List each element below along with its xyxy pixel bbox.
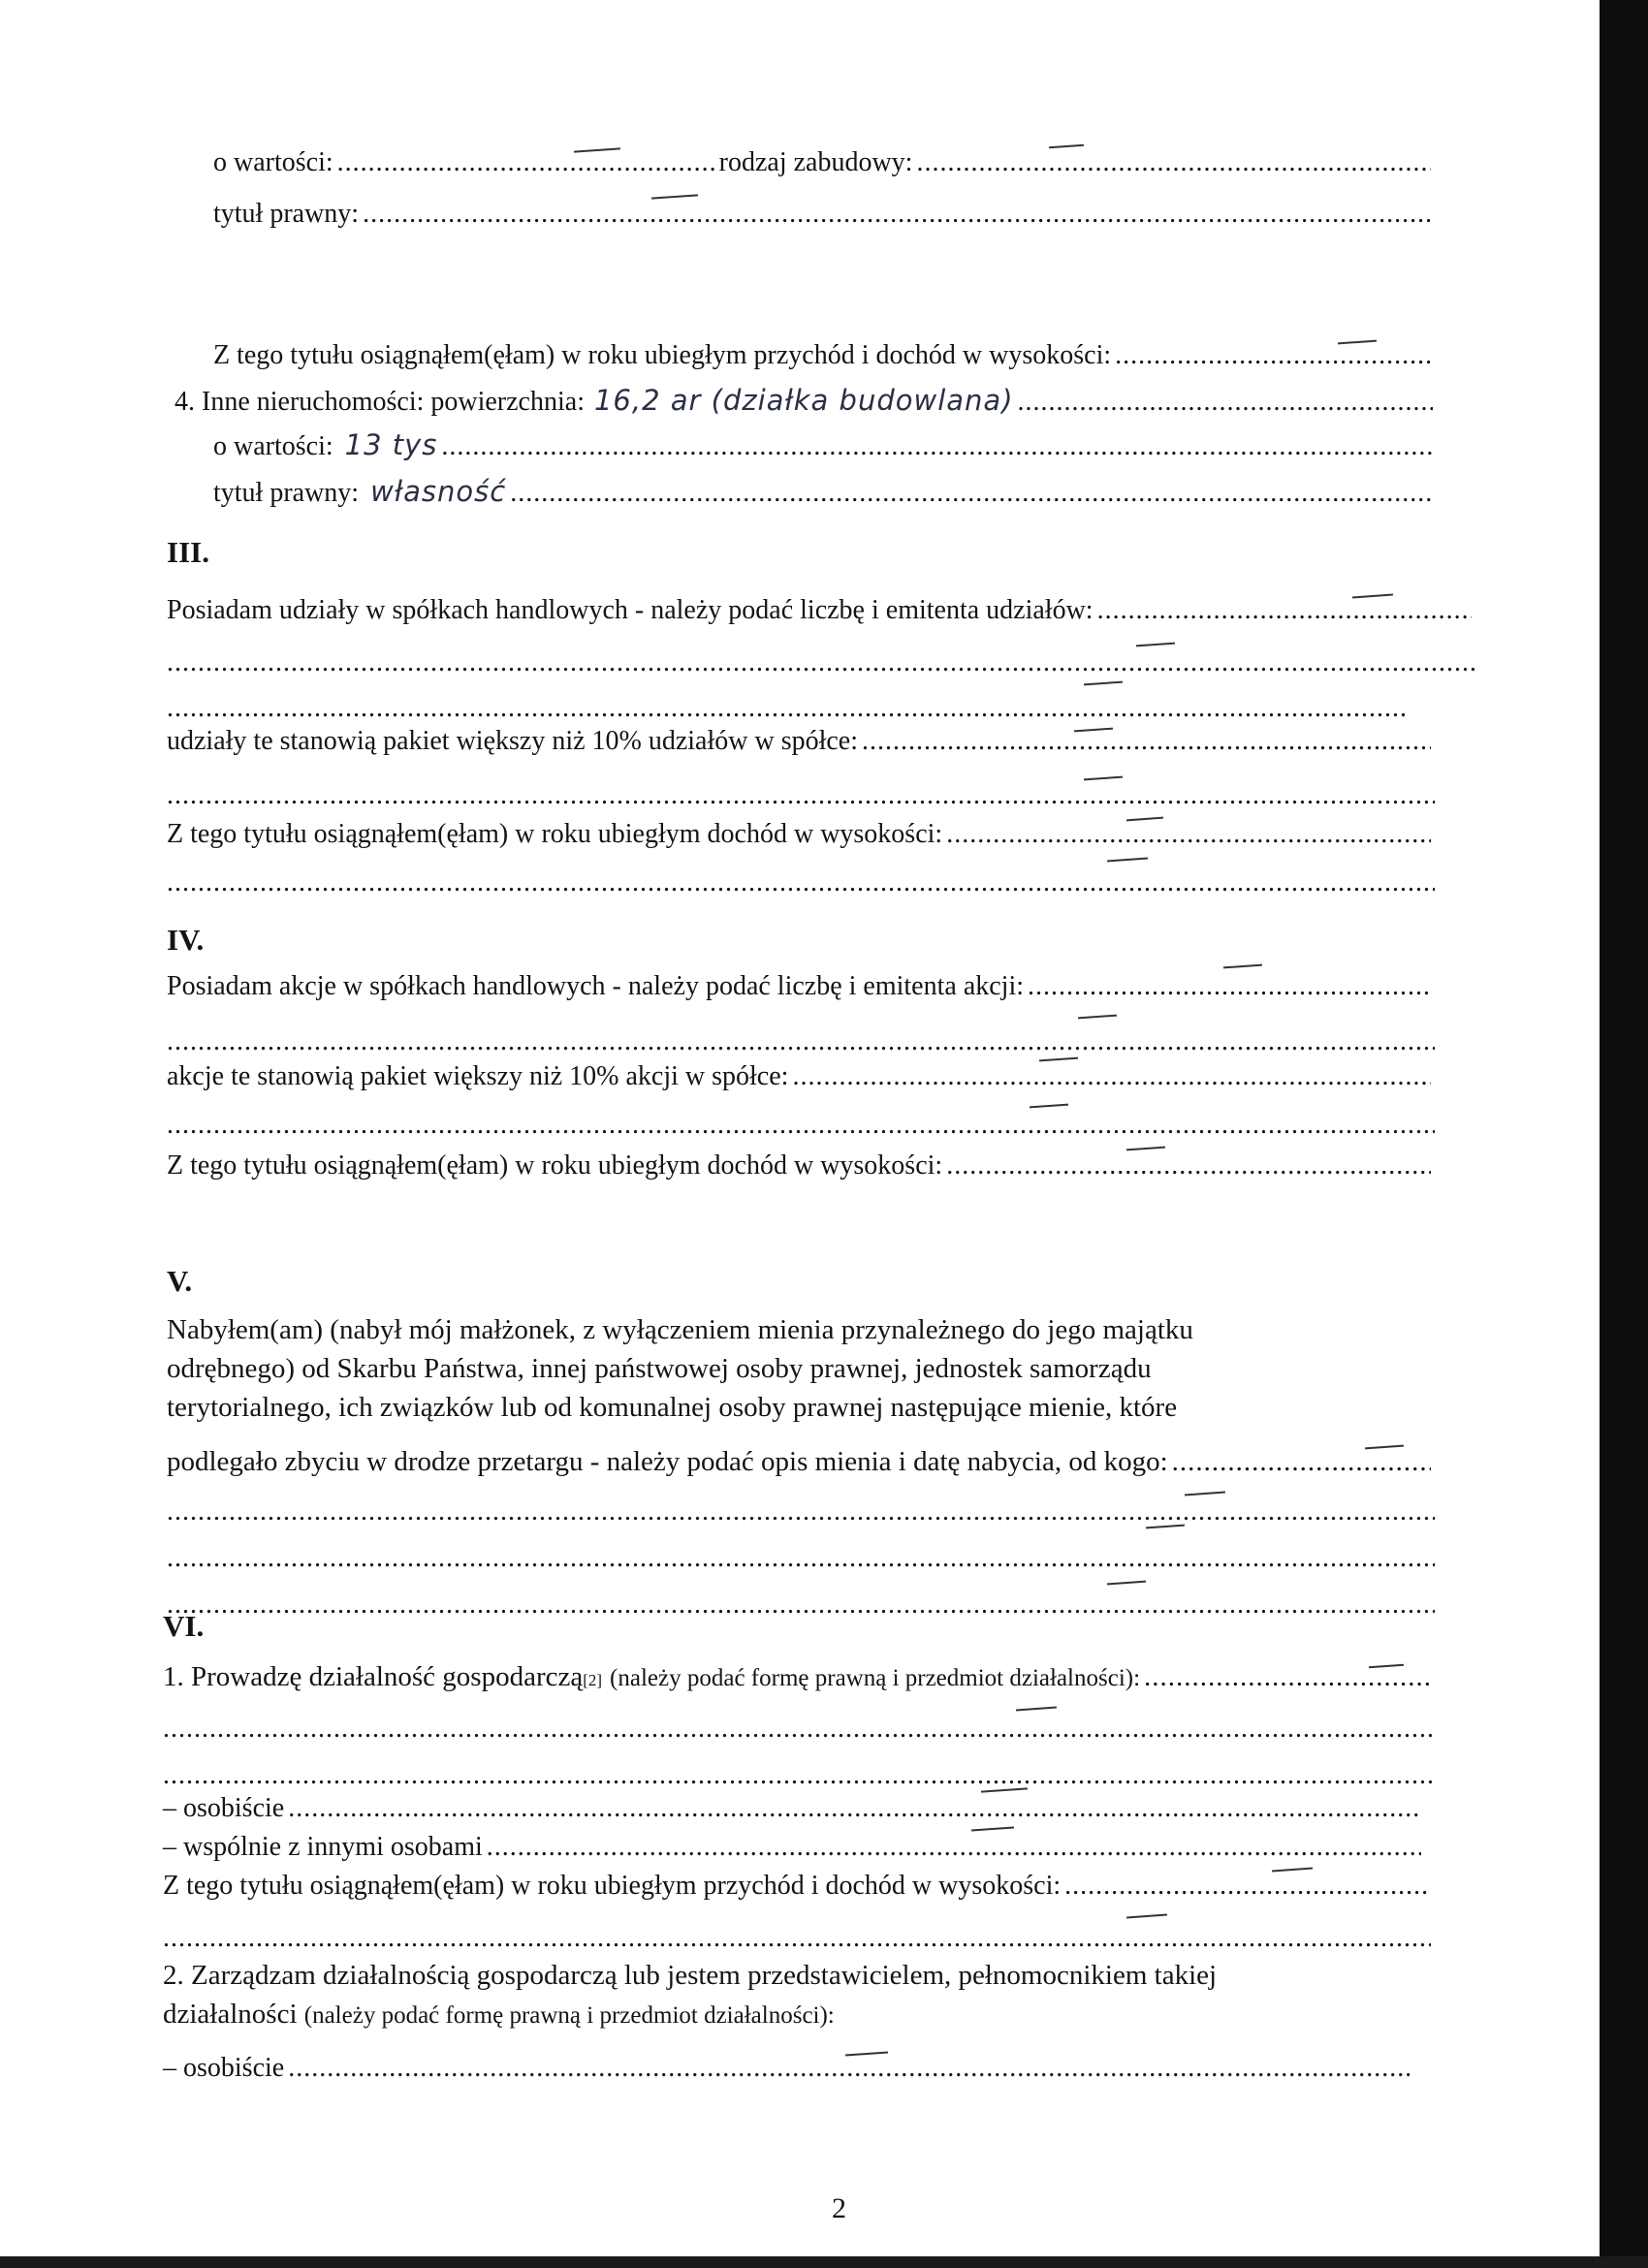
business-line	[163, 1659, 1435, 1698]
property-title-field[interactable]	[510, 476, 1433, 511]
area-field[interactable]	[1018, 385, 1433, 420]
shares-package-label: udziały te stanowią pakiet większy niż 10% udziałów w spółce:	[167, 726, 859, 756]
shares-field-continued[interactable]	[167, 691, 1408, 726]
section-heading-vi: VI.	[163, 1609, 205, 1643]
section-heading-v: V.	[167, 1264, 193, 1298]
dash-mark	[1084, 681, 1123, 686]
building-type-field[interactable]	[916, 145, 1431, 180]
acquisition-text-line: podlegało zbyciu w drodze przetargu - należy podać opis mienia i datę nabycia, od kogo:	[167, 1446, 1168, 1477]
income-label: Z tego tytułu osiągnąłem(ęłam) w roku ubiegłym przychód i dochód w wysokości:	[213, 340, 1112, 370]
business-label: 1. Prowadzę działalność gospodarczą	[163, 1661, 584, 1692]
management-text-line	[163, 1995, 1217, 2035]
shares-field-continued[interactable]	[167, 646, 1475, 680]
business-field-continued[interactable]	[163, 1758, 1435, 1793]
shares-income-field[interactable]	[946, 817, 1431, 852]
dash-mark	[1016, 1707, 1057, 1712]
property-value-label: o wartości:	[213, 431, 333, 461]
shares-income-field-continued[interactable]	[167, 866, 1435, 900]
property-title-label: tytuł prawny:	[213, 478, 360, 508]
acquisition-text-line: odrębnego) od Skarbu Państwa, innej państwowej osoby prawnej, jednostek samorządu	[167, 1353, 1152, 1384]
other-property-line	[174, 383, 1437, 420]
personal-field[interactable]	[288, 1791, 1421, 1826]
stocks-income-field[interactable]	[946, 1149, 1431, 1183]
shares-line	[167, 593, 1475, 628]
dash-mark	[1223, 964, 1262, 969]
income-line	[213, 338, 1437, 373]
shares-income-label: Z tego tytułu osiągnąłem(ęłam) w roku ubiegłym dochód w wysokości:	[167, 819, 943, 849]
shares-income-line	[167, 817, 1435, 852]
acquisition-field[interactable]	[1172, 1444, 1431, 1479]
shares-package-line	[167, 724, 1435, 759]
value-field[interactable]	[337, 145, 715, 180]
management-text: działalności	[163, 1999, 298, 2030]
acquisition-field-continued[interactable]	[167, 1588, 1435, 1622]
acquisition-field-continued[interactable]	[167, 1541, 1435, 1576]
stocks-package-field[interactable]	[792, 1059, 1431, 1094]
business-field-continued[interactable]	[163, 1712, 1435, 1747]
dash-mark	[1126, 1914, 1167, 1919]
jointly-line	[163, 1830, 1425, 1865]
acquisition-text-line: terytorialnego, ich związków lub od komunalnej osoby prawnej następujące mienie, które	[167, 1392, 1178, 1423]
stocks-package-line	[167, 1059, 1435, 1094]
income-field[interactable]	[1115, 338, 1433, 373]
property-title-line	[213, 474, 1437, 511]
stocks-package-label: akcje te stanowią pakiet większy niż 10% akcji w spółce:	[167, 1061, 789, 1091]
business-income-field[interactable]	[1064, 1869, 1427, 1904]
acquisition-last-line	[167, 1444, 1435, 1479]
dash-mark	[1107, 858, 1148, 863]
building-type-label: rodzaj zabudowy:	[718, 147, 913, 177]
value-line	[213, 145, 1435, 180]
stocks-package-field-continued[interactable]	[167, 1108, 1435, 1143]
personal-label: – osobiście	[163, 1793, 285, 1823]
shares-package-field[interactable]	[862, 724, 1431, 759]
management-personal-field[interactable]	[288, 2051, 1410, 2086]
acquisition-field-continued[interactable]	[167, 1495, 1435, 1529]
shares-field[interactable]	[1097, 593, 1472, 628]
value-label: o wartości:	[213, 147, 333, 177]
acquisition-paragraph	[167, 1310, 1193, 1427]
business-income-line	[163, 1869, 1431, 1904]
management-paragraph	[163, 1956, 1217, 2035]
section-heading-iii: III.	[167, 535, 209, 569]
stocks-income-label: Z tego tytułu osiągnąłem(ęłam) w roku ubiegłym dochód w wysokości:	[167, 1150, 943, 1181]
personal-line	[163, 1791, 1425, 1826]
shares-package-field-continued[interactable]	[167, 778, 1435, 813]
scan-dark-edge	[1600, 0, 1648, 2268]
acquisition-text-line: Nabyłem(am) (nabył mój małżonek, z wyłączeniem mienia przynależnego do jego majątku	[167, 1314, 1193, 1345]
property-title-handwritten[interactable]: własność	[370, 475, 507, 508]
business-income-label: Z tego tytułu osiągnąłem(ęłam) w roku ubiegłym przychód i dochód w wysokości:	[163, 1871, 1062, 1901]
management-hint: (należy podać formę prawną i przedmiot działalności):	[303, 2002, 835, 2029]
dash-mark	[1078, 1015, 1117, 1020]
other-property-label: 4. Inne nieruchomości: powierzchnia:	[174, 387, 585, 417]
legal-title-field[interactable]	[363, 197, 1431, 232]
business-income-field-continued[interactable]	[163, 1921, 1431, 1956]
section-heading-iv: IV.	[167, 923, 205, 957]
footnote-ref: [2]	[583, 1671, 603, 1689]
stocks-label: Posiadam akcje w spółkach handlowych - należy podać liczbę i emitenta akcji:	[167, 971, 1025, 1001]
stocks-field-continued[interactable]	[167, 1024, 1435, 1059]
dash-mark	[1107, 1581, 1146, 1586]
stocks-field[interactable]	[1028, 969, 1431, 1004]
legal-title-label: tytuł prawny:	[213, 199, 360, 229]
property-value-line	[213, 427, 1437, 464]
business-hint: (należy podać formę prawną i przedmiot działalności):	[610, 1665, 1141, 1691]
management-personal-label: – osobiście	[163, 2053, 285, 2083]
stocks-line	[167, 969, 1435, 1004]
area-handwritten[interactable]: 16,2 ar (działka budowlana)	[593, 384, 1014, 417]
management-text-line: 2. Zarządzam działalnością gospodarczą lub jestem przedstawicielem, pełnomocnikiem takiej	[163, 1960, 1218, 1991]
property-value-field[interactable]	[441, 429, 1433, 464]
legal-title-line	[213, 197, 1435, 232]
shares-label: Posiadam udziały w spółkach handlowych - należy podać liczbę i emitenta udziałów:	[167, 595, 1093, 625]
property-value-handwritten[interactable]: 13 tys	[344, 428, 438, 461]
management-personal-line	[163, 2051, 1413, 2086]
jointly-label: – wspólnie z innymi osobami	[163, 1832, 483, 1862]
stocks-income-line	[167, 1149, 1435, 1183]
page-number: 2	[832, 2192, 846, 2224]
jointly-field[interactable]	[487, 1830, 1421, 1865]
